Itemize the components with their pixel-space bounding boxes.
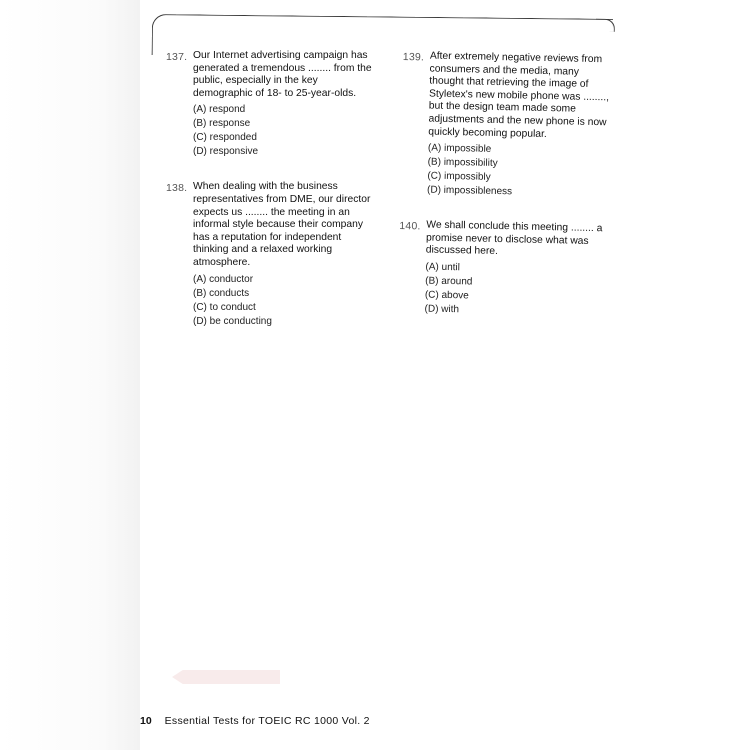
question-137 [166,50,376,159]
page-gutter-shade [0,0,140,750]
page-number: 10 [140,715,152,727]
answer-options [427,142,611,202]
faded-arrow-mark [172,670,280,684]
question-stem: We shall conclude this meeting ........ a promise never to disclose what was discussed here. [425,219,603,258]
book-title: Essential Tests for TOEIC RC 1000 Vol. 2 [164,715,370,727]
question-140 [397,219,609,320]
question-stem: Our Internet advertising campaign has generated a tremendous ........ from the public, especially in the key demographic of 18- to 25-year-olds. [193,50,372,99]
option-a: (A) respond [193,104,246,116]
page-footer [140,715,370,727]
option-a: (A) conductor [193,273,254,285]
answer-options [424,260,608,320]
right-column [397,50,613,342]
question-number: 138. [166,182,188,195]
option-b: (B) conducts [193,287,250,299]
answer-options [193,103,376,159]
question-stem: After extremely negative reviews from consumers and the media, many thought that retrieving the image of Styletex's new mobile phone was ........, but the design team made some adjustments and the new phone is now quickly becoming popular. [428,50,610,140]
question-number: 140. [399,220,421,233]
option-c: (C) responded [193,132,257,144]
option-b: (B) impossibility [427,156,498,170]
option-c: (C) to conduct [193,301,256,313]
question-number: 137. [166,51,188,63]
question-139 [400,50,613,202]
option-c: (C) impossibly [427,170,491,184]
option-a: (A) impossible [427,142,492,156]
option-d: (D) with [424,303,460,316]
left-column [166,50,376,351]
option-b: (B) around [425,275,473,288]
question-number: 139. [402,50,425,64]
option-d: (D) impossibleness [426,184,513,198]
question-138 [166,181,376,328]
option-d: (D) responsive [193,146,259,158]
option-a: (A) until [425,261,461,274]
option-b: (B) response [193,118,251,130]
question-stem: When dealing with the business representatives from DME, our director expects us ........ the meeting in an informal style because their company has a reputation for independent thinking and a relaxed working atmosphere. [193,181,371,268]
option-c: (C) above [424,289,469,302]
answer-options [193,273,376,329]
option-d: (D) be conducting [193,315,272,327]
